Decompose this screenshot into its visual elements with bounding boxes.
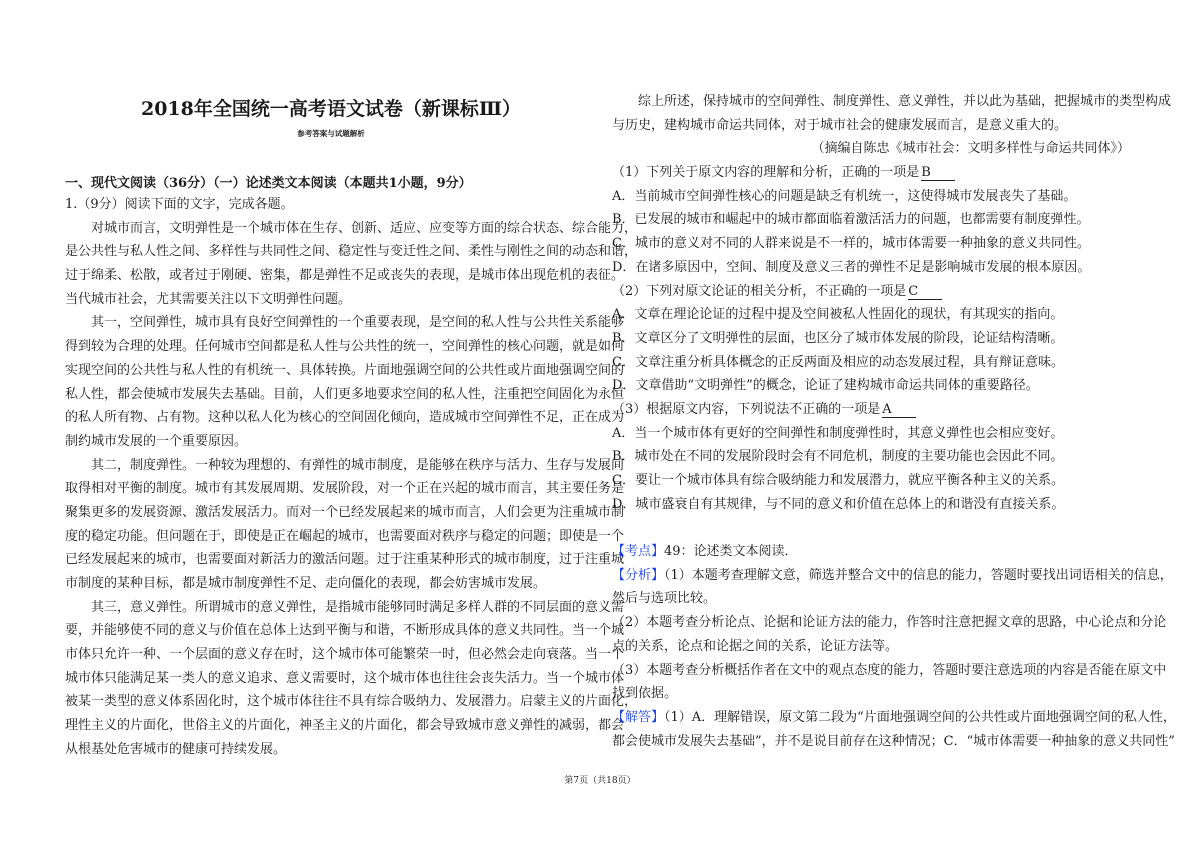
text-line bbox=[612, 374, 1130, 398]
line-text: 其三，意义弹性。所谓城市的意义弹性，是指城市能够同时满足多样人群的不同层面的意义需 bbox=[91, 599, 625, 615]
line-text: C．文章注重分析具体概念的正反两面及相应的动态发展过程，具有辩证意味。 bbox=[612, 354, 1064, 370]
text-line bbox=[65, 572, 597, 596]
line-text: B．文章区分了文明弹性的层面，也区分了城市体发展的阶段，论证结构清晰。 bbox=[612, 330, 1064, 346]
answer-blank: C bbox=[908, 284, 942, 300]
line-text: 综上所述，保持城市的空间弹性、制度弹性、意义弹性，并以此为基础，把握城市的类型构成 bbox=[638, 94, 1172, 109]
line-text: B．城市处在不同的发展阶段时会有不同危机，制度的主要功能也会因此不同。 bbox=[612, 449, 1064, 465]
line-text: D．城市盛衰自有其规律，与不同的意义和价值在总体上的和谐没有直接关系。 bbox=[612, 496, 1065, 512]
text-line bbox=[612, 611, 1167, 635]
text-line bbox=[65, 690, 638, 714]
line-text: D．文章借助“文明弹性”的概念，论证了建构城市命运共同体的重要路径。 bbox=[612, 378, 1039, 394]
text-line bbox=[65, 477, 625, 501]
line-text: 制约城市发展的一个重要原因。 bbox=[65, 433, 248, 449]
line-text: 都会使城市发展失去基础”，并不是说目前存在这种情况；C．“城市体需要一种抽象的意义共同性” bbox=[612, 733, 1175, 749]
text-line bbox=[65, 454, 625, 478]
text-line bbox=[612, 659, 1167, 683]
labeled-line bbox=[612, 564, 1173, 588]
question-line bbox=[612, 280, 1130, 304]
line-text: 49：论述类文本阅读． bbox=[664, 544, 798, 560]
line-text: （3）根据原文内容，下列说法不正确的一项是 bbox=[612, 401, 881, 417]
line-text: 与历史，建构城市命运共同体，对于城市社会的健康发展而言，是意义重大的。 bbox=[612, 117, 1068, 133]
line-text: A．当前城市空间弹性核心的问题是缺乏有机统一，这使得城市发展丧失了基础。 bbox=[612, 188, 1077, 204]
labeled-line bbox=[612, 540, 1130, 564]
text-line bbox=[65, 643, 625, 667]
line-text: C．城市的意义对不同的人群来说是不一样的，城市体需要一种抽象的意义共同性。 bbox=[612, 236, 1090, 252]
line-text: 1.（9分）阅读下面的文字，完成各题。 bbox=[65, 197, 294, 212]
line-text: 度的稳定功能。但问题在于，即使是正在崛起的城市，也需要面对秩序与稳定的问题；即使是一个 bbox=[65, 528, 625, 544]
line-text: 被某一类型的意义体系固化时，这个城市体往往不具有综合吸纳力、发展潜力。启蒙主义的片面化， bbox=[65, 694, 638, 710]
right-column bbox=[612, 90, 1176, 753]
text-line bbox=[65, 406, 625, 430]
line-text: 聚集更多的发展资源、激活发展活力。而对一个已经发展起来的城市而言，人们会更为注重城市制 bbox=[65, 504, 625, 520]
text-line bbox=[612, 351, 1130, 375]
line-text: 得到较为合理的处理。任何城市空间都是私人性与公共性的统一，空间弹性的核心问题，就是如何 bbox=[65, 339, 625, 355]
text-line bbox=[65, 501, 625, 525]
line-text: 的私人所有物、占有物。这种以私人化为核心的空间固化倾向，造成城市空间弹性不足，正在成为 bbox=[65, 410, 625, 426]
text-line bbox=[612, 185, 1130, 209]
text-line bbox=[612, 422, 1130, 446]
line-text: 是公共性与私人性之间、多样性与共同性之间、稳定性与变迁性之间、柔性与刚性之间的动态和谐， bbox=[65, 244, 638, 260]
line-text: 从根基处危害城市的健康可持续发展。 bbox=[65, 741, 287, 757]
question-line bbox=[612, 161, 1130, 185]
text-line bbox=[612, 208, 1130, 232]
text-line bbox=[612, 516, 1130, 540]
line-text: （2）下列对原文论证的相关分析，不正确的一项是 bbox=[612, 283, 907, 299]
labeled-line bbox=[612, 706, 1176, 730]
text-line bbox=[612, 114, 1130, 138]
text-line bbox=[612, 137, 1130, 161]
line-text: 找到依据。 bbox=[612, 686, 678, 702]
left-column bbox=[65, 193, 638, 762]
line-text: （3）本题考查分析概括作者在文中的观点态度的能力，答题时要注意选项的内容是否能在原文中 bbox=[612, 662, 1167, 678]
line-text: 城市体只能满足某一类人的意义追求、意义需要时，这个城市体也往往会丧失活力。当一个城市体 bbox=[65, 670, 625, 686]
text-line bbox=[612, 303, 1130, 327]
line-text: A．当一个城市体有更好的空间弹性和制度弹性时，其意义弹性也会相应变好。 bbox=[612, 425, 1064, 441]
page-subtitle: 参考答案与试题解析 bbox=[297, 129, 365, 138]
text-line bbox=[612, 635, 1130, 659]
text-line bbox=[612, 730, 1175, 754]
line-text: （1）A．理解错误，原文第二段为“片面地强调空间的公共性或片面地强调空间的私人性， bbox=[664, 709, 1176, 725]
line-text: D．在诸多原因中，空间、制度及意义三者的弹性不足是影响城市发展的根本原因。 bbox=[612, 259, 1091, 275]
text-line bbox=[65, 667, 625, 691]
line-text: （1）下列关于原文内容的理解和分析，正确的一项是 bbox=[612, 165, 920, 181]
line-text: 然后与选项比较。 bbox=[612, 591, 717, 607]
line-text: 要，并能够使不同的意义与价值在总体上达到平衡与和谐，不断形成具体的意义共同性。当一个城 bbox=[65, 623, 625, 639]
question-line bbox=[612, 398, 1130, 422]
text-line bbox=[65, 548, 625, 572]
page-title: 2018年全国统一高考语文试卷（新课标Ⅲ） bbox=[140, 98, 522, 120]
line-text: 私人性，都会使城市发展失去基础。目前，人们更多地要求空间的私人性，注重把空间固化为永恒 bbox=[65, 386, 625, 402]
text-line bbox=[65, 193, 597, 217]
line-text: 市制度的某种目标，都是城市制度弹性不足、走向僵化的表现，都会妨害城市发展。 bbox=[65, 576, 547, 591]
line-text: （摘编自陈忠《城市社会：文明多样性与命运共同体》） bbox=[811, 141, 1130, 157]
line-text: 对城市而言，文明弹性是一个城市体在生存、创新、适应、应变等方面的综合状态、综合能力， bbox=[91, 220, 638, 236]
line-text: 理性主义的片面化，世俗主义的片面化，神圣主义的片面化，都会导致城市意义弹性的减弱，都会 bbox=[65, 718, 625, 734]
line-text: 其二，制度弹性。一种较为理想的、有弹性的城市制度，是能够在秩序与活力、生存与发展间 bbox=[91, 457, 625, 473]
line-text: （1）本题考查理解文意，筛选并整合文中的信息的能力，答题时要找出词语相关的信息， bbox=[664, 567, 1173, 583]
line-text: C．要让一个城市体具有综合吸纳能力和发展潜力，就应平衡各种主义的关系。 bbox=[612, 473, 1064, 488]
text-line bbox=[65, 383, 625, 407]
text-line bbox=[65, 596, 625, 620]
line-text: 已经发展起来的城市，也需要面对新活力的激活问题。过于注重某种形式的城市制度，过于注重城 bbox=[65, 552, 625, 568]
line-text: 实现空间的公共性与私人性的有机统一、具体转换。片面地强调空间的公共性或片面地强调空间的 bbox=[65, 362, 625, 378]
text-line bbox=[612, 90, 1172, 114]
text-line bbox=[65, 430, 597, 454]
text-line bbox=[65, 288, 597, 312]
line-text: 过于绵柔、松散，或者过于刚硬、密集，都是弹性不足或丧失的表现，是城市体出现危机的表征。 bbox=[65, 268, 625, 284]
text-line bbox=[612, 256, 1130, 280]
line-text: B．已发展的城市和崛起中的城市都面临着激活活力的问题，也都需要有制度弹性。 bbox=[612, 212, 1090, 228]
text-line bbox=[612, 682, 1130, 706]
line-text: （2）本题考查分析论点、论据和论证方法的能力，作答时注意把握文章的思路，中心论点和分论 bbox=[612, 615, 1167, 631]
text-line bbox=[612, 445, 1130, 469]
text-line bbox=[612, 327, 1130, 351]
text-line bbox=[65, 264, 625, 288]
line-text: 取得相对平衡的制度。城市有其发展周期、发展阶段，对一个正在兴起的城市而言，其主要任务是 bbox=[65, 481, 625, 497]
text-line bbox=[65, 619, 625, 643]
text-line bbox=[65, 335, 625, 359]
text-line bbox=[65, 359, 625, 383]
text-line bbox=[65, 525, 625, 549]
section-label: 【分析】 bbox=[612, 567, 665, 583]
text-line bbox=[612, 469, 1130, 493]
line-text: 当代城市社会，尤其需要关注以下文明弹性问题。 bbox=[65, 291, 352, 307]
answer-blank: A bbox=[882, 402, 916, 418]
text-line bbox=[65, 311, 625, 335]
text-line bbox=[612, 232, 1130, 256]
section-heading: 一、现代文阅读（36分）（一）论述类文本阅读（本题共1小题，9分） bbox=[65, 176, 472, 191]
text-line bbox=[612, 587, 1130, 611]
text-line bbox=[612, 493, 1130, 517]
page-footer: 第7页（共18页） bbox=[564, 776, 636, 786]
section-label: 【考点】 bbox=[612, 544, 665, 560]
section-label: 【解答】 bbox=[612, 709, 665, 725]
answer-blank: B bbox=[921, 165, 955, 181]
text-line bbox=[65, 738, 597, 762]
line-text: 点的关系，论点和论据之间的关系，论证方法等。 bbox=[612, 638, 899, 654]
line-text: A．文章在理论论证的过程中提及空间被私人性固化的现状，有其现实的指向。 bbox=[612, 307, 1064, 323]
line-text: 其一，空间弹性，城市具有良好空间弹性的一个重要表现，是空间的私人性与公共性关系能够 bbox=[91, 315, 625, 331]
text-line bbox=[65, 240, 638, 264]
text-line bbox=[65, 217, 638, 241]
text-line bbox=[65, 714, 625, 738]
line-text: 市体只允许一种、一个层面的意义存在时，这个城市体可能繁荣一时，但必然会走向衰落。当一个 bbox=[65, 647, 625, 663]
